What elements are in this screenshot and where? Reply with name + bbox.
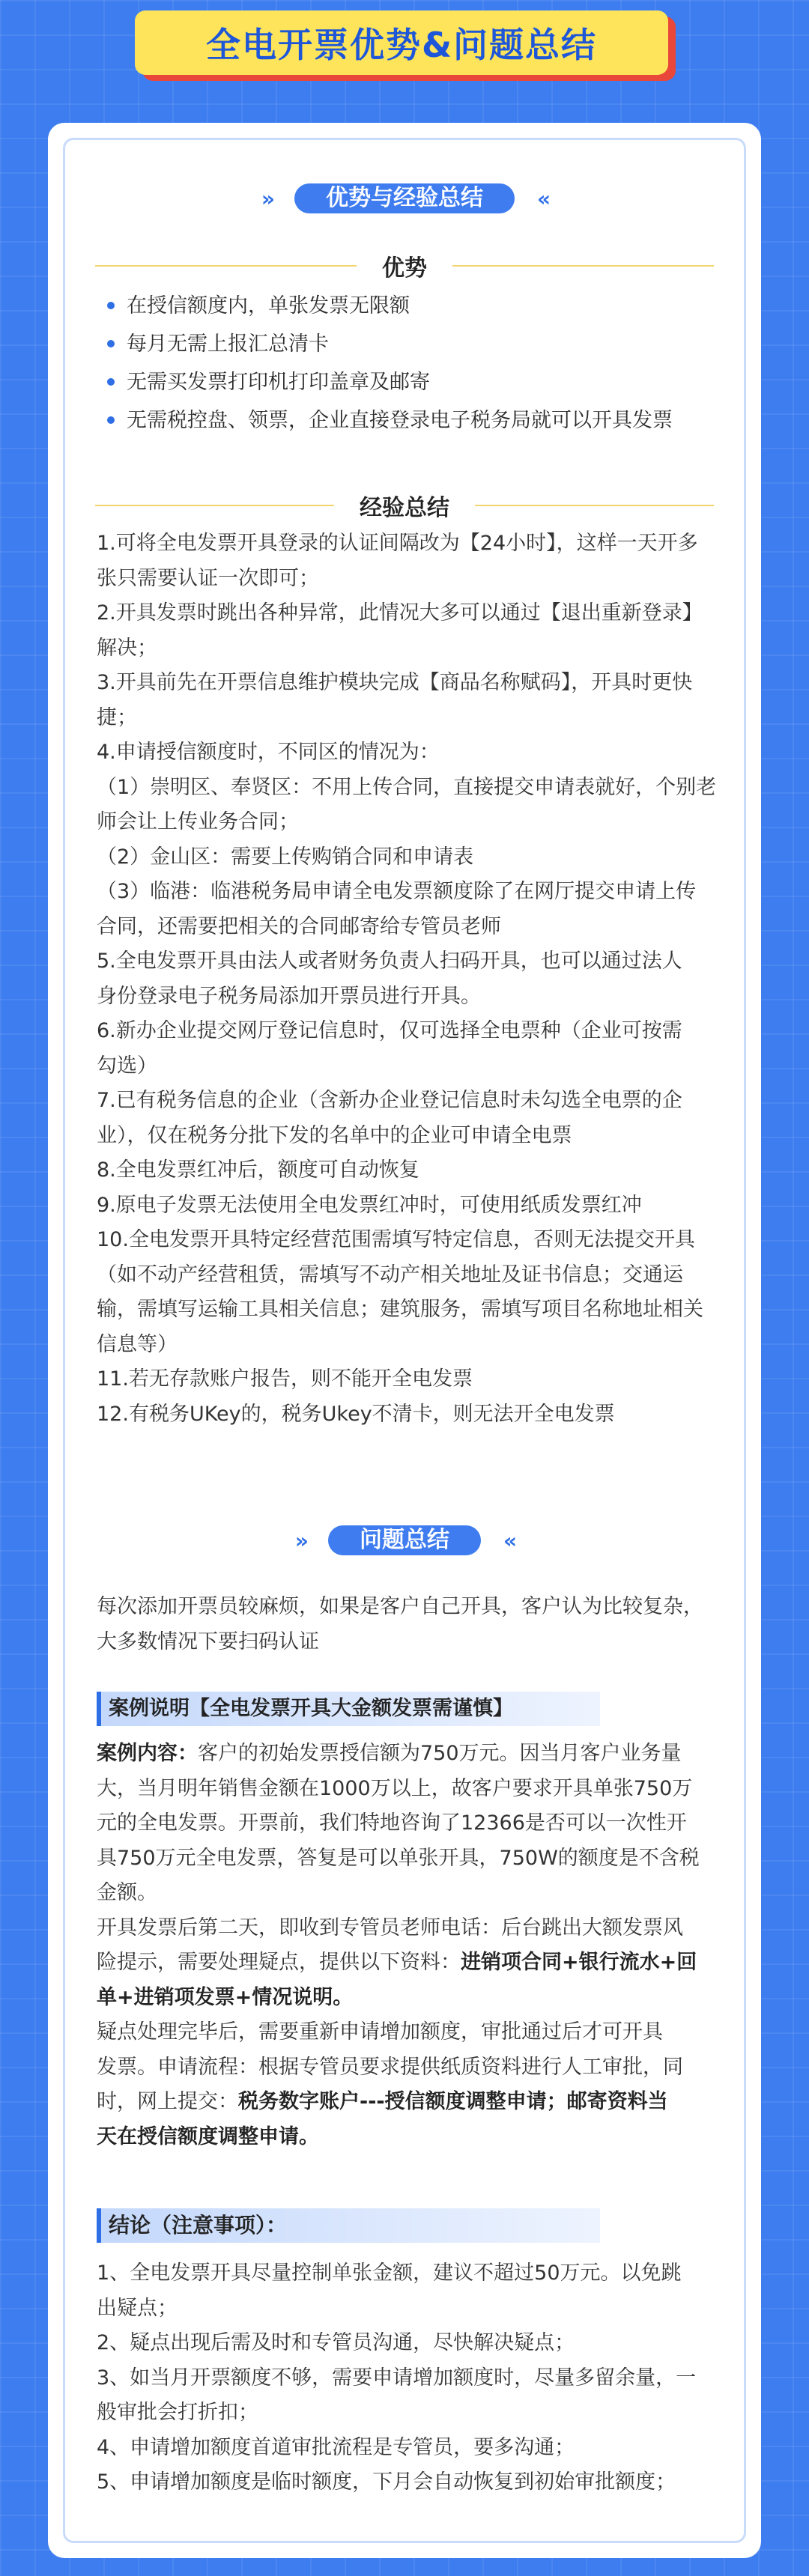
section-header-problems: [65, 1525, 744, 1555]
section-header-advantages-experience: [65, 183, 744, 213]
case-label: 案例内容：: [97, 1742, 198, 1765]
chevron-right-double-icon: »: [294, 1528, 306, 1553]
experience-text: 1.可将全电发票开具登录的认证间隔改为【24小时】，这样一天开多 张只需要认证一次即可； 2.开具发票时跳出各种异常，此情况大多可以通过【退出重新登录】 解决； 3.开具前先在开票信息维护模块完成【商品名称赋码】，开具时更快 捷； 4.申请授信额度时，不同区的情况为： （1）崇明区、奉贤区：不用上传合同，直接提交申请表就好，个别老 师会让上传业务合同； （2）金山区：需要上传购销合同和申请表 （3）临港：临港税务局申请全电发票额度除了在网厅提交申请上传 合同，还需要把相关的合同邮寄给专管员老师 5.全电发票开具由法人或者财务负责人扫码开具，也可以通过法人 身份登录电子税务局添加开票员进行开具。 6.新办企业提交网厅登记信息时，仅可选择全电票种（企业可按需 勾选） 7.已有税务信息的企业（含新办企业登记信息时未勾选全电票的企 业），仅在税务分批下发的名单中的企业可申请全电票 8.全电发票红冲后，额度可自动恢复 9.原电子发票无法使用全电发票红冲时，可使用纸质发票红冲 10.全电发票开具特定经营范围需填写特定信息，否则无法提交开具 （如不动产经营租赁，需填写不动产相关地址及证书信息；交通运 输，需填写运输工具相关信息；建筑服务，需填写项目名称地址相关 信息等） 11.若无存款账户报告，则不能开全电发票 12.有税务UKey的，税务Ukey不清卡，则无法开全电发票: [97, 532, 717, 1426]
bullet-icon: [107, 302, 115, 309]
list-item: 无需税控盘、领票，企业直接登录电子税务局就可以开具发票: [107, 401, 714, 440]
bullet-icon: [107, 416, 115, 424]
conclusion-heading: 结论（注意事项）：: [97, 2208, 600, 2243]
title-banner: [135, 10, 674, 79]
list-item: 无需买发票打印机打印盖章及邮寄: [107, 363, 714, 401]
advantages-list: [107, 287, 714, 440]
problem-text: 每次添加开票员较麻烦，如果是客户自己开具，客户认为比较复杂， 大多数情况下要扫码认证: [97, 1595, 703, 1653]
advantages-divider: [95, 249, 714, 282]
divider-line: [95, 265, 357, 267]
page-title: 全电开票优势&问题总结: [135, 10, 668, 75]
divider-line: [95, 505, 334, 506]
experience-divider: [95, 489, 714, 522]
content-frame: [63, 138, 746, 2543]
divider-line: [452, 265, 714, 267]
advantages-heading: 优势: [382, 255, 427, 282]
chevron-left-double-icon: «: [537, 186, 548, 211]
section-title: 问题总结: [328, 1525, 481, 1555]
conclusion-text: 1、全电发票开具尽量控制单张金额，建议不超过50万元。以免跳 出疑点； 2、疑点出现后需及时和专管员沟通，尽快解决疑点； 3、如当月开票额度不够，需要申请增加额度时，尽量多留余量，一 般审批会打折扣； 4、申请增加额度首道审批流程是专管员，要多沟通； 5、申请增加额度是临时额度，下月会自动恢复到初始审批额度；: [97, 2261, 697, 2494]
chevron-left-double-icon: «: [503, 1528, 515, 1553]
content-card: [48, 123, 761, 2558]
divider-line: [475, 505, 714, 506]
list-item: 在授信额度内，单张发票无限额: [107, 287, 714, 325]
case-heading: 案例说明【全电发票开具大金额发票需谨慎】: [97, 1692, 600, 1726]
case-text: 案例内容：客户的初始发票授信额为750万元。因当月客户业务量 大，当月明年销售金额在1000万以上，故客户要求开具单张750万 元的全电发票。开票前，我们特地咨询了12366是否可以一次性开 具750万元全电发票，答复是可以单张开具，750W的额度是不含税 金额。 开具发票后第二天，即收到专管员老师电话：后台跳出大额发票风 险提示，需要处理疑点，提供以下资料：进销项合同+银行流水+回 单+进销项发票+情况说明。 疑点处理完毕后，需要重新申请增加额度，审批通过后才可开具 发票。申请流程：根据专管员要求提供纸质资料进行人工审批，同 时，网上提交：税务数字账户---授信额度调整申请；邮寄资料当 天在授信额度调整申请。: [97, 1742, 700, 2148]
list-item: 每月无需上报汇总清卡: [107, 325, 714, 363]
bullet-icon: [107, 340, 115, 347]
experience-heading: 经验总结: [360, 495, 449, 521]
bullet-icon: [107, 378, 115, 386]
section-title: 优势与经验总结: [294, 183, 515, 213]
chevron-right-double-icon: »: [261, 186, 272, 211]
